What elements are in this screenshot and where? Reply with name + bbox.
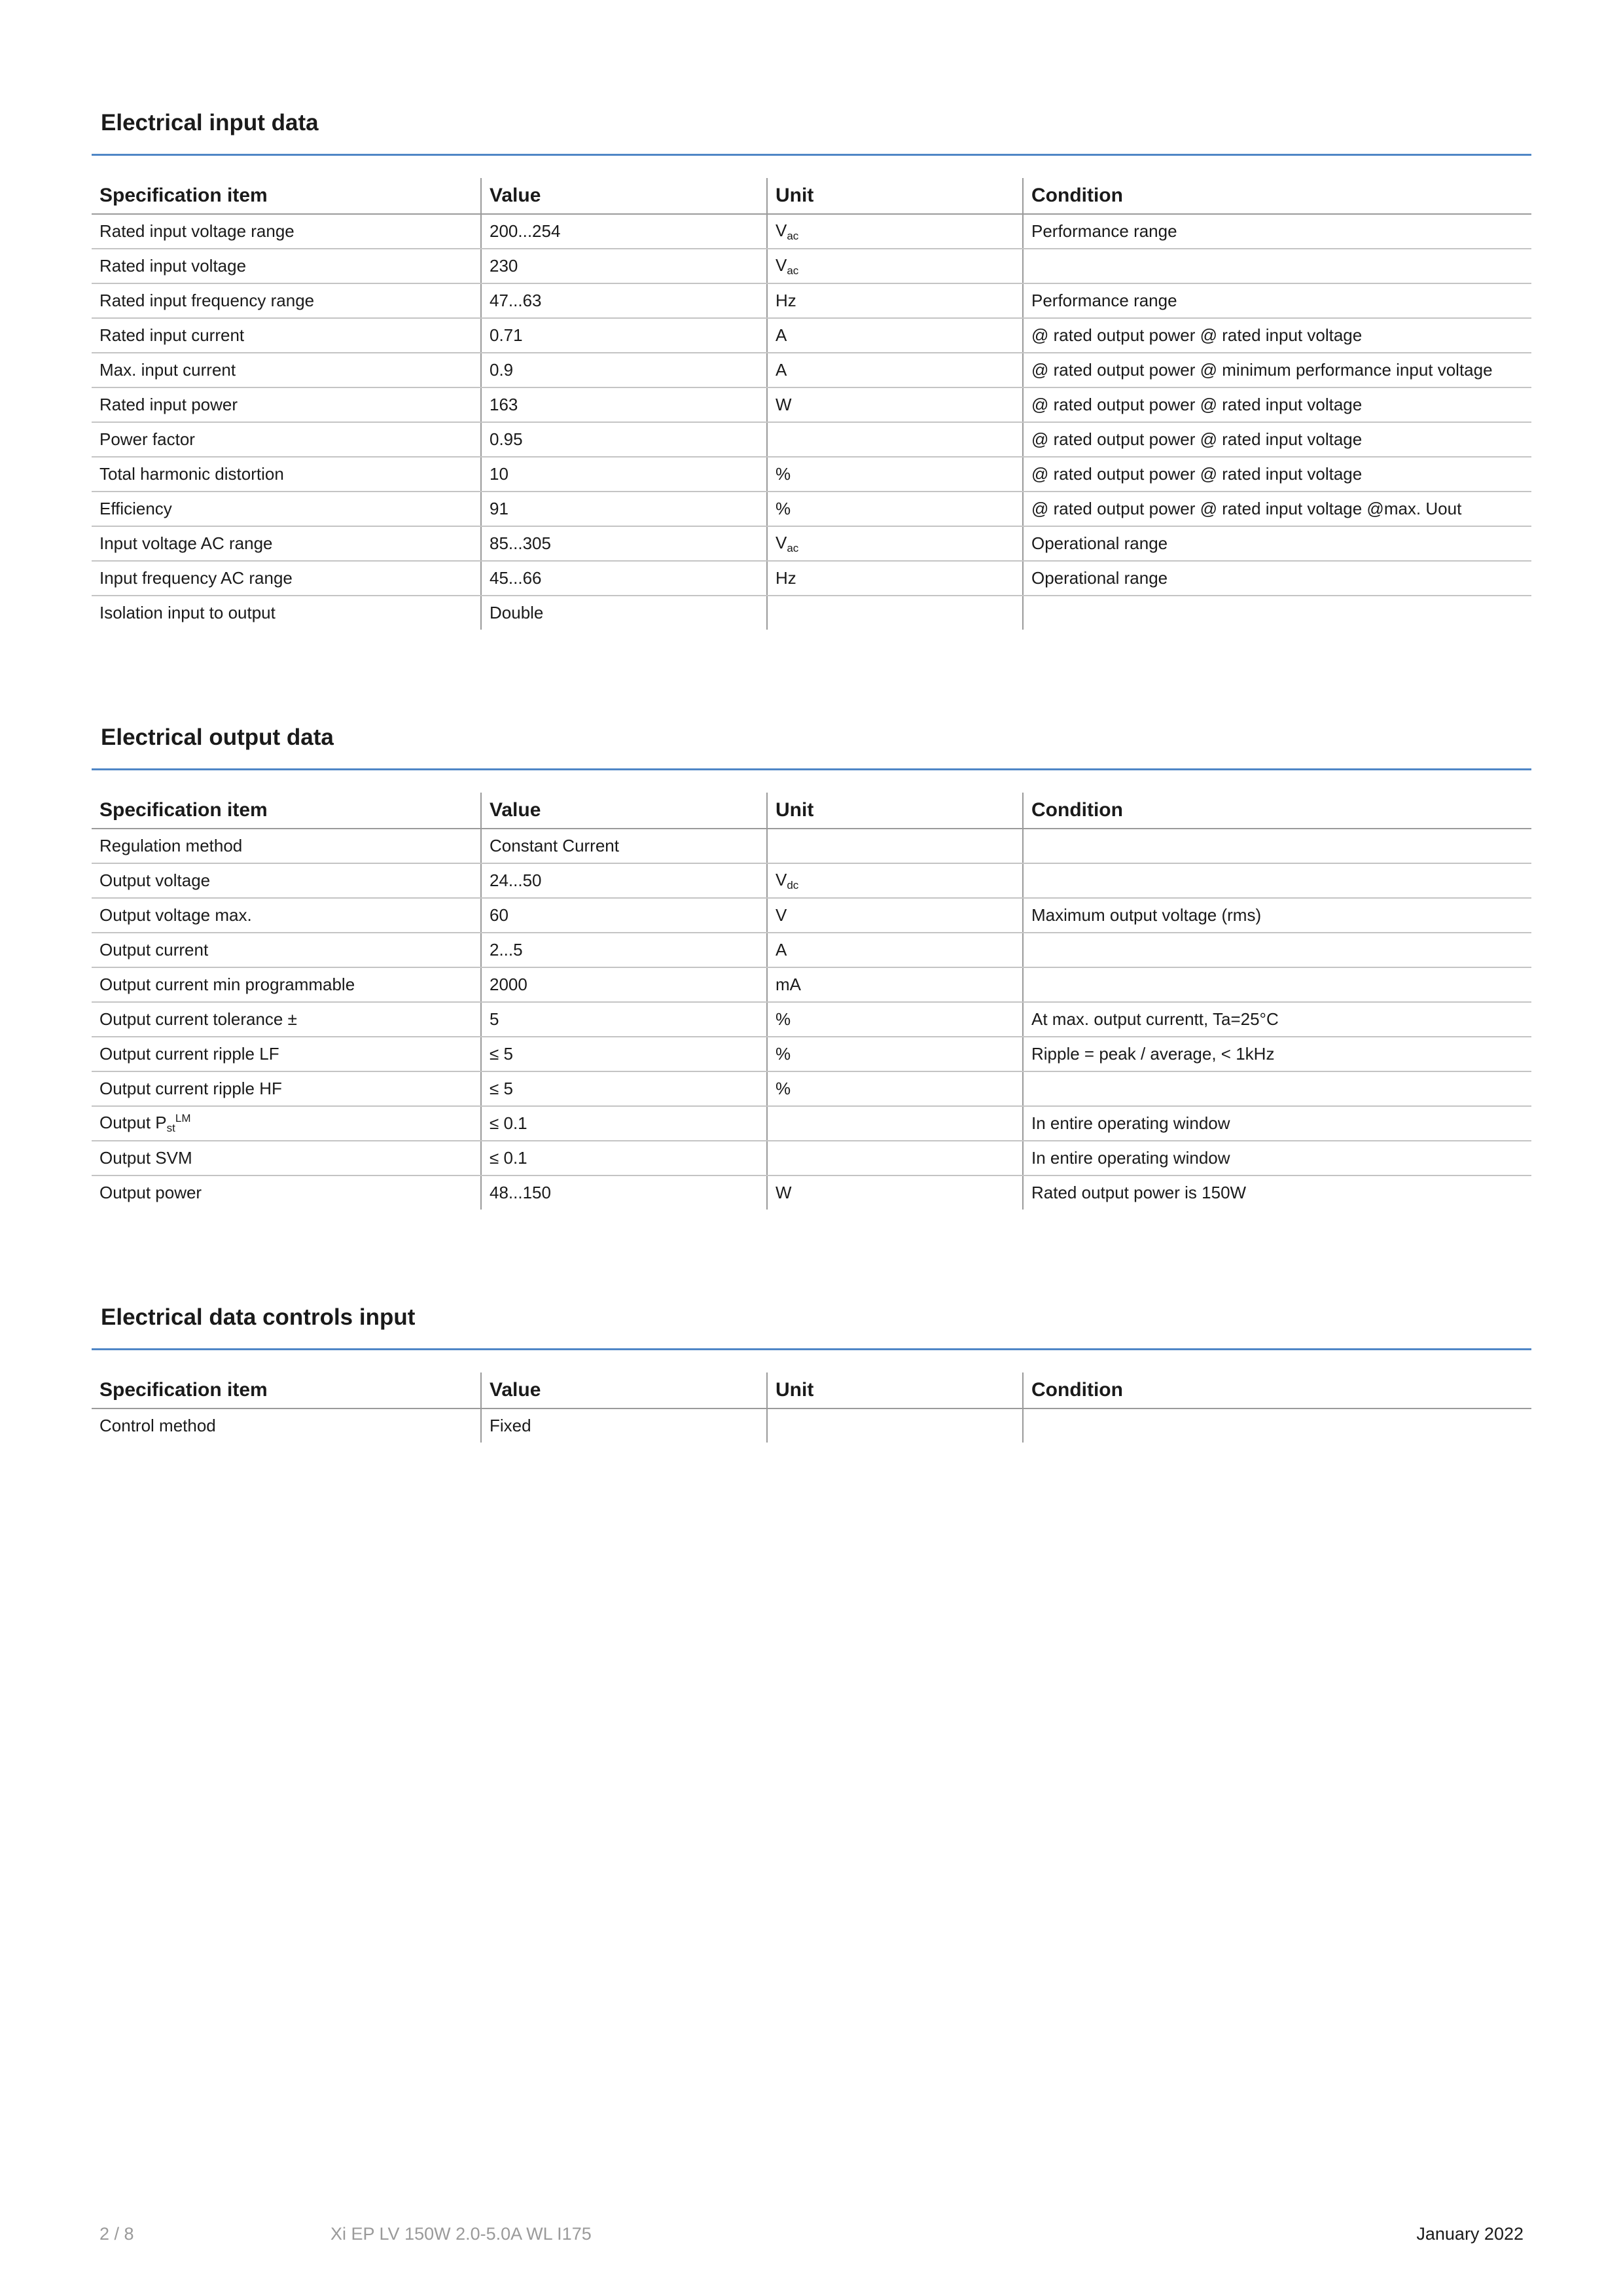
unit-cell [767, 1002, 1023, 1037]
spec-item-label: Rated input voltage [99, 256, 247, 276]
unit-cell [767, 526, 1023, 561]
spec-item-cell [92, 1141, 481, 1175]
unit-label: W [776, 395, 792, 414]
spec-item-label: Input frequency AC range [99, 568, 293, 588]
unit-cell [767, 492, 1023, 526]
output-table [92, 793, 1531, 1210]
unit-label: A [776, 360, 787, 380]
value-cell: 48...150 [481, 1175, 767, 1210]
condition-cell [1023, 863, 1531, 898]
spec-item-cell [92, 283, 481, 318]
header-specification-item: Specification item [92, 793, 481, 829]
spec-item-superscript: LM [175, 1112, 191, 1124]
spec-item-cell [92, 1408, 481, 1443]
spec-item-label: Output SVM [99, 1148, 192, 1168]
value-cell: 47...63 [481, 283, 767, 318]
value-cell: 24...50 [481, 863, 767, 898]
unit-cell [767, 1071, 1023, 1106]
value-cell: ≤ 5 [481, 1071, 767, 1106]
condition-cell [1023, 1408, 1531, 1443]
table-row [92, 318, 1531, 353]
value-cell: 2000 [481, 967, 767, 1002]
table-row [92, 898, 1531, 933]
unit-cell [767, 863, 1023, 898]
table-header-row [92, 793, 1531, 829]
table-row [92, 967, 1531, 1002]
value-cell: 91 [481, 492, 767, 526]
spec-item-label: Isolation input to output [99, 603, 276, 622]
spec-item-cell [92, 1106, 481, 1141]
table-row [92, 596, 1531, 630]
controls-table [92, 1372, 1531, 1443]
unit-label: W [776, 1183, 792, 1202]
spec-item-cell [92, 1037, 481, 1071]
section-divider [92, 154, 1531, 156]
spec-item-label: Max. input current [99, 360, 236, 380]
spec-item-label: Rated input frequency range [99, 291, 315, 310]
unit-cell [767, 1141, 1023, 1175]
unit-label: A [776, 940, 787, 960]
spec-item-cell [92, 214, 481, 249]
spec-item-cell [92, 863, 481, 898]
header-unit: Unit [767, 178, 1023, 214]
section-title: Electrical data controls input [101, 1304, 416, 1330]
header-unit: Unit [767, 793, 1023, 829]
header-unit: Unit [767, 1372, 1023, 1408]
value-cell: Double [481, 596, 767, 630]
unit-label: V [776, 869, 787, 889]
unit-label: Hz [776, 291, 796, 310]
header-condition: Condition [1023, 1372, 1531, 1408]
condition-cell: Maximum output voltage (rms) [1023, 898, 1531, 933]
unit-cell [767, 596, 1023, 630]
spec-item-cell [92, 596, 481, 630]
table-row [92, 1175, 1531, 1210]
condition-cell [1023, 829, 1531, 863]
spec-item-label: Regulation method [99, 836, 243, 855]
unit-label: V [776, 905, 787, 925]
spec-item-cell [92, 492, 481, 526]
table-header-row [92, 178, 1531, 214]
value-cell: 230 [481, 249, 767, 283]
unit-cell [767, 1037, 1023, 1071]
condition-cell [1023, 249, 1531, 283]
unit-subscript: ac [787, 264, 799, 277]
header-condition: Condition [1023, 178, 1531, 214]
unit-cell [767, 457, 1023, 492]
spec-item-label: Control method [99, 1416, 216, 1435]
value-cell: 0.9 [481, 353, 767, 387]
unit-cell [767, 318, 1023, 353]
condition-cell: @ rated output power @ rated input voltage [1023, 318, 1531, 353]
table-row [92, 283, 1531, 318]
table-row [92, 1141, 1531, 1175]
table-row [92, 492, 1531, 526]
value-cell: 2...5 [481, 933, 767, 967]
unit-label: % [776, 1079, 791, 1098]
spec-item-label: Output current tolerance ± [99, 1009, 297, 1029]
unit-label: % [776, 464, 791, 484]
unit-cell [767, 1408, 1023, 1443]
condition-cell: Operational range [1023, 561, 1531, 596]
unit-cell [767, 1106, 1023, 1141]
spec-item-label: Rated input power [99, 395, 238, 414]
section-title: Electrical output data [101, 725, 334, 750]
condition-cell: Performance range [1023, 283, 1531, 318]
condition-cell: Rated output power is 150W [1023, 1175, 1531, 1210]
condition-cell [1023, 1071, 1531, 1106]
unit-label: mA [776, 975, 801, 994]
table-row [92, 933, 1531, 967]
condition-cell: @ rated output power @ rated input voltage [1023, 387, 1531, 422]
value-cell: Constant Current [481, 829, 767, 863]
table-row [92, 526, 1531, 561]
table-row [92, 1002, 1531, 1037]
spec-item-label: Output P [99, 1113, 167, 1132]
table-row [92, 1408, 1531, 1443]
spec-item-cell [92, 526, 481, 561]
spec-item-label: Output power [99, 1183, 202, 1202]
header-specification-item: Specification item [92, 1372, 481, 1408]
value-cell: 5 [481, 1002, 767, 1037]
condition-cell: @ rated output power @ rated input voltage [1023, 422, 1531, 457]
spec-item-label: Rated input voltage range [99, 221, 294, 241]
spec-item-cell [92, 561, 481, 596]
value-cell: Fixed [481, 1408, 767, 1443]
spec-item-cell [92, 1071, 481, 1106]
table-row [92, 214, 1531, 249]
table-row [92, 1071, 1531, 1106]
unit-label: % [776, 499, 791, 518]
spec-item-cell [92, 457, 481, 492]
table-row [92, 1037, 1531, 1071]
unit-cell [767, 283, 1023, 318]
spec-item-label: Output current ripple LF [99, 1044, 279, 1064]
table-header-row [92, 1372, 1531, 1408]
condition-cell [1023, 967, 1531, 1002]
unit-cell [767, 898, 1023, 933]
unit-label: Hz [776, 568, 796, 588]
spec-item-label: Rated input current [99, 325, 245, 345]
unit-label: V [776, 220, 787, 240]
spec-item-label: Output current ripple HF [99, 1079, 282, 1098]
input-table [92, 178, 1531, 630]
value-cell: ≤ 5 [481, 1037, 767, 1071]
table-row [92, 353, 1531, 387]
spec-item-label: Efficiency [99, 499, 172, 518]
condition-cell: Ripple = peak / average, < 1kHz [1023, 1037, 1531, 1071]
table-row [92, 249, 1531, 283]
spec-item-label: Output voltage max. [99, 905, 252, 925]
value-cell: ≤ 0.1 [481, 1141, 767, 1175]
value-cell: 0.95 [481, 422, 767, 457]
spec-item-cell [92, 353, 481, 387]
spec-item-cell [92, 249, 481, 283]
value-cell: 0.71 [481, 318, 767, 353]
table-row [92, 829, 1531, 863]
condition-cell: At max. output currentt, Ta=25°C [1023, 1002, 1531, 1037]
condition-cell [1023, 596, 1531, 630]
condition-cell: @ rated output power @ rated input voltage [1023, 457, 1531, 492]
unit-cell [767, 353, 1023, 387]
unit-cell [767, 967, 1023, 1002]
spec-item-cell [92, 318, 481, 353]
spec-item-cell [92, 898, 481, 933]
value-cell: 85...305 [481, 526, 767, 561]
section-divider [92, 768, 1531, 770]
unit-label: V [776, 255, 787, 275]
unit-subscript: dc [787, 878, 799, 891]
unit-cell [767, 214, 1023, 249]
condition-cell: @ rated output power @ minimum performance input voltage [1023, 353, 1531, 387]
spec-item-label: Total harmonic distortion [99, 464, 284, 484]
spec-item-cell [92, 387, 481, 422]
condition-cell: Performance range [1023, 214, 1531, 249]
spec-item-label: Power factor [99, 429, 195, 449]
spec-item-cell [92, 1175, 481, 1210]
value-cell: 10 [481, 457, 767, 492]
condition-cell: Operational range [1023, 526, 1531, 561]
unit-cell [767, 1175, 1023, 1210]
unit-label: A [776, 325, 787, 345]
table-row [92, 561, 1531, 596]
section-divider [92, 1348, 1531, 1350]
table-row [92, 1106, 1531, 1141]
value-cell: 163 [481, 387, 767, 422]
unit-cell [767, 829, 1023, 863]
unit-cell [767, 933, 1023, 967]
controls-section [92, 1301, 1531, 1443]
table-row [92, 422, 1531, 457]
header-condition: Condition [1023, 793, 1531, 829]
spec-item-label: Input voltage AC range [99, 533, 273, 553]
condition-cell: In entire operating window [1023, 1106, 1531, 1141]
unit-label: V [776, 532, 787, 552]
footer-page-number: 2 / 8 [99, 2224, 134, 2244]
header-value: Value [481, 178, 767, 214]
section-title: Electrical input data [101, 110, 319, 135]
value-cell: 60 [481, 898, 767, 933]
value-cell: 45...66 [481, 561, 767, 596]
table-row [92, 387, 1531, 422]
spec-item-label: Output voltage [99, 870, 211, 890]
unit-cell [767, 422, 1023, 457]
spec-item-cell [92, 1002, 481, 1037]
table-row [92, 457, 1531, 492]
header-specification-item: Specification item [92, 178, 481, 214]
spec-item-label: Output current min programmable [99, 975, 355, 994]
value-cell: 200...254 [481, 214, 767, 249]
unit-cell [767, 387, 1023, 422]
header-value: Value [481, 1372, 767, 1408]
footer-date: January 2022 [1416, 2224, 1524, 2244]
condition-cell [1023, 933, 1531, 967]
unit-cell [767, 249, 1023, 283]
spec-item-cell [92, 967, 481, 1002]
condition-cell: In entire operating window [1023, 1141, 1531, 1175]
value-cell: ≤ 0.1 [481, 1106, 767, 1141]
unit-subscript: ac [787, 541, 799, 554]
table-row [92, 863, 1531, 898]
spec-item-subscript: st [166, 1122, 175, 1134]
spec-item-cell [92, 422, 481, 457]
spec-item-cell [92, 933, 481, 967]
spec-item-label: Output current [99, 940, 209, 960]
unit-subscript: ac [787, 229, 799, 242]
unit-label: % [776, 1044, 791, 1064]
spec-item-cell [92, 829, 481, 863]
input-section [92, 107, 1531, 630]
unit-label: % [776, 1009, 791, 1029]
footer-product-name: Xi EP LV 150W 2.0-5.0A WL I175 [330, 2224, 592, 2244]
condition-cell: @ rated output power @ rated input voltage @max. Uout [1023, 492, 1531, 526]
unit-cell [767, 561, 1023, 596]
header-value: Value [481, 793, 767, 829]
output-section [92, 721, 1531, 1210]
